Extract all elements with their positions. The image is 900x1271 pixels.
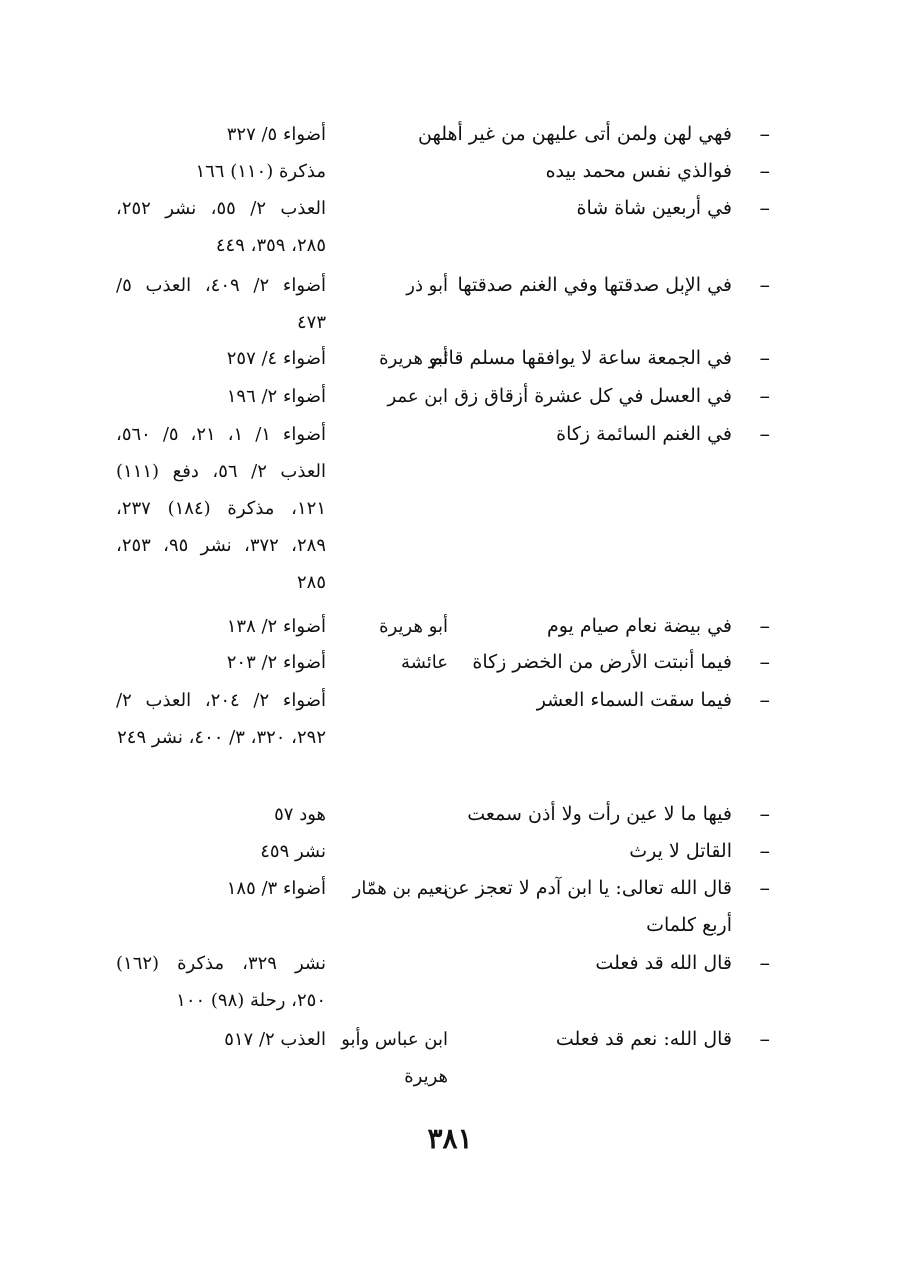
bullet-dash: – [759, 346, 770, 370]
source-reference: مذكرة (١١٠) ١٦٦ [195, 161, 326, 182]
narrator: ابن عباس وأبو هريرة [341, 1029, 448, 1087]
hadith-text: في أربعين شاة شاة [576, 197, 732, 219]
narrator: ابن عمر [387, 386, 448, 407]
hadith-text: في الإبل صدقتها وفي الغنم صدقتها [457, 274, 732, 296]
hadith-text-continuation: أربع كلمات [646, 914, 732, 936]
source-reference: أضواء ٥/ ٣٢٧ [226, 124, 326, 145]
hadith-text: قال الله تعالى: يا ابن آدم لا تعجز عن [443, 877, 732, 899]
hadith-text: فهي لهن ولمن أتى عليهن من غير أهلهن [418, 123, 732, 145]
source-reference: أضواء ٢/ ٢٠٣ [226, 652, 326, 673]
source-reference: نشر ٤٥٩ [260, 841, 326, 862]
bullet-dash: – [759, 951, 770, 975]
bullet-dash: – [759, 159, 770, 183]
hadith-text: فيها ما لا عين رأت ولا أذن سمعت [467, 803, 732, 825]
narrator: نعيم بن همّار [352, 878, 448, 899]
hadith-text: قال الله: نعم قد فعلت [555, 1028, 732, 1050]
bullet-dash: – [759, 122, 770, 146]
narrator: أبو ذر [406, 275, 448, 296]
bullet-dash: – [759, 614, 770, 638]
source-reference: نشر ٣٢٩، مذكرة (١٦٢) ٢٥٠، رحلة (٩٨) ١٠٠ [116, 953, 326, 1011]
source-reference: أضواء ٢/ ١٩٦ [226, 386, 326, 407]
hadith-text: القاتل لا يرث [629, 840, 732, 862]
source-reference: العذب ٢/ ٥١٧ [224, 1029, 326, 1050]
narrator: أبو هريرة [379, 348, 448, 369]
narrator: أبو هريرة [379, 616, 448, 637]
bullet-dash: – [759, 688, 770, 712]
narrator: عائشة [401, 652, 448, 673]
source-reference: أضواء ١/ ١، ٢١، ٥/ ٥٦٠، العذب ٢/ ٥٦، دفع (١١١) ١٢١، مذكرة (١٨٤) ٢٣٧، ٢٨٩، ٣٧٢، نشر ٩٥، ٢٥٣، ٢٨٥ [116, 424, 327, 593]
bullet-dash: – [759, 650, 770, 674]
bullet-dash: – [759, 384, 770, 408]
bullet-dash: – [759, 273, 770, 297]
source-reference: أضواء ٣/ ١٨٥ [226, 878, 326, 899]
bullet-dash: – [759, 196, 770, 220]
hadith-text: قال الله قد فعلت [595, 952, 732, 974]
source-reference: أضواء ٢/ ٢٠٤، العذب ٢/ ٢٩٢، ٣٢٠، ٣/ ٤٠٠، نشر ٢٤٩ [116, 690, 326, 748]
hadith-text: فيما أنبتت الأرض من الخضر زكاة [472, 651, 732, 673]
bullet-dash: – [759, 802, 770, 826]
hadith-text: في الغنم السائمة زكاة [556, 423, 732, 445]
hadith-text: فوالذي نفس محمد بيده [545, 160, 732, 182]
hadith-text: في بيضة نعام صيام يوم [546, 615, 732, 637]
source-reference: العذب ٢/ ٥٥، نشر ٢٥٢، ٢٨٥، ٣٥٩، ٤٤٩ [116, 198, 326, 256]
source-reference: هود ٥٧ [274, 804, 326, 825]
bullet-dash: – [759, 839, 770, 863]
hadith-text: في العسل في كل عشرة أزقاق زق [454, 385, 732, 407]
hadith-text: فيما سقت السماء العشر [536, 689, 732, 711]
page-number: ٣٨١ [427, 1122, 473, 1155]
source-reference: أضواء ٢/ ١٣٨ [226, 616, 326, 637]
hadith-text: في الجمعة ساعة لا يوافقها مسلم قائم [430, 347, 732, 369]
source-reference: أضواء ٤/ ٢٥٧ [226, 348, 326, 369]
bullet-dash: – [759, 1027, 770, 1051]
bullet-dash: – [759, 876, 770, 900]
bullet-dash: – [759, 422, 770, 446]
source-reference: أضواء ٢/ ٤٠٩، العذب ٥/ ٤٧٣ [116, 275, 326, 333]
